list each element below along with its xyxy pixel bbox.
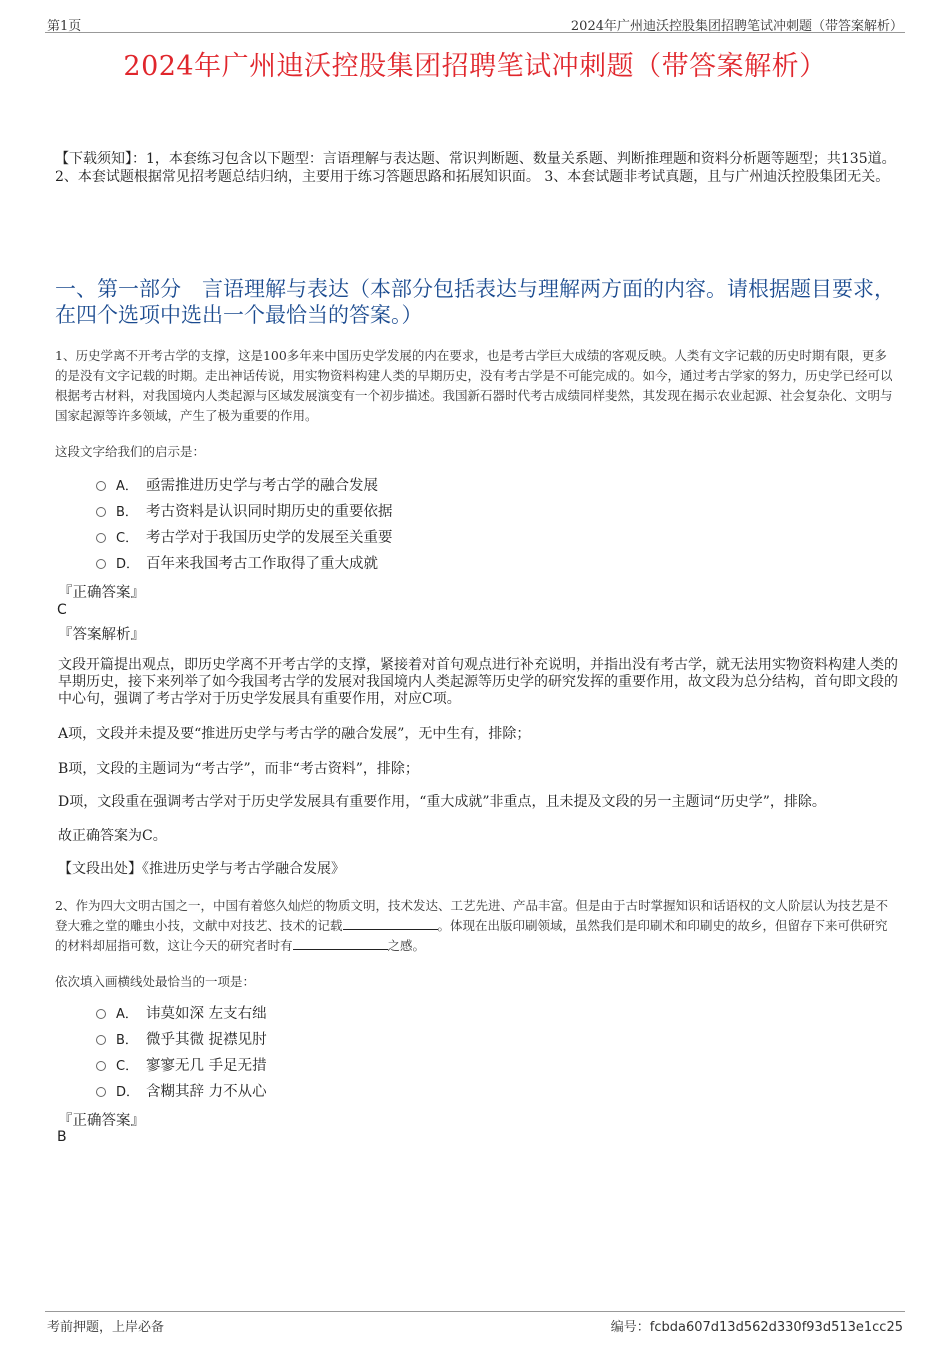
question-2-text-part-2: 。体现在出版印刷领域，虽然我们是印刷术和印刷史的故乡，但留存下来可供研究的材料却屈指可数，这让今天的研究者时有 [55, 918, 888, 953]
question-1-note-d: D项，文段重在强调考古学对于历史学发展具有重要作用，“重大成就”非重点，且未提及文段的另一主题词“历史学”，排除。 [58, 794, 826, 810]
page-number: 第1页 [47, 19, 82, 34]
option-letter: A． [116, 1007, 138, 1022]
question-2-option-b[interactable] [96, 1030, 267, 1050]
radio-icon[interactable] [96, 1087, 106, 1097]
question-1-source: 【文段出处】《推进历史学与考古学融合发展》 [58, 861, 345, 877]
option-letter: C． [116, 531, 139, 546]
question-1-option-b[interactable] [96, 502, 393, 522]
question-1-conclusion: 故正确答案为C。 [58, 828, 167, 844]
option-letter: D． [116, 557, 140, 572]
radio-icon[interactable] [96, 1035, 106, 1045]
question-2-option-d[interactable] [96, 1082, 267, 1102]
question-2-answer-label: 『正确答案』 [58, 1113, 145, 1129]
question-1-option-a[interactable] [96, 476, 378, 496]
header-doc-title: 2024年广州迪沃控股集团招聘笔试冲刺题（带答案解析） [570, 19, 903, 34]
question-1-note-a: A项，文段并未提及要“推进历史学与考古学的融合发展”，无中生有，排除； [58, 726, 531, 742]
question-2-prompt: 依次填入画横线处最恰当的一项是： [55, 974, 256, 989]
option-letter: C． [116, 1059, 139, 1074]
option-text: 微乎其微 捉襟见肘 [146, 1032, 267, 1048]
option-text: 亟需推进历史学与考古学的融合发展 [146, 478, 378, 494]
radio-icon[interactable] [96, 1009, 106, 1019]
radio-icon[interactable] [96, 1061, 106, 1071]
question-1-text: 1、历史学离不开考古学的支撑，这是100多年来中国历史学发展的内在要求，也是考古学巨大成绩的客观反映。人类有文字记载的历史时期有限，更多的是没有文字记载的时期。走出神话传说，用实物资料构建人类的早期历史，没有考古学是不可能完成的。如今，通过考古学家的努力，历史学已经可以根据考古材料，对我国境内人类起源与区域发展演变有一个初步描述。我国新石器时代考古成绩同样斐然，其发现在揭示农业起源、社会复杂化、文明与国家起源等许多领域，产生了极为重要的作用。 [55, 348, 893, 423]
question-2-answer: B [57, 1129, 67, 1145]
question-2-option-c[interactable] [96, 1056, 267, 1076]
option-text: 百年来我国考古工作取得了重大成就 [146, 556, 378, 572]
question-1-analysis-label: 『答案解析』 [58, 627, 145, 643]
option-letter: D． [116, 1085, 140, 1100]
page-footer [45, 1311, 905, 1334]
question-1-option-d[interactable] [96, 554, 378, 574]
question-1-note-b: B项，文段的主题词为“考古学”，而非“考古资料”，排除； [58, 761, 419, 777]
option-letter: B． [116, 505, 138, 520]
question-2-text-part-3: 之感。 [387, 938, 426, 953]
question-2-text [55, 896, 898, 956]
radio-icon[interactable] [96, 533, 106, 543]
question-1-option-c[interactable] [96, 528, 393, 548]
page-header [45, 12, 905, 33]
question-2-option-a[interactable] [96, 1004, 267, 1024]
question-1-analysis: 文段开篇提出观点，即历史学离不开考古学的支撑，紧接着对首句观点进行补充说明，并指出没有考古学，就无法用实物资料构建人类的早期历史，接下来列举了如今我国考古学的发展对我国境内人类起源等历史学的研究发挥的重要作用，故文段为总分结构，首句即文段的中心句，强调了考古学对于历史学发展具有重要作用，对应C项。 [58, 657, 898, 707]
fill-blank-1 [343, 917, 438, 930]
fill-blank-2 [293, 937, 388, 950]
option-text: 含糊其辞 力不从心 [146, 1084, 267, 1100]
option-text: 考古资料是认识同时期历史的重要依据 [146, 504, 393, 520]
question-1-answer: C [57, 602, 67, 618]
option-text: 考古学对于我国历史学的发展至关重要 [146, 530, 393, 546]
download-notice: 【下载须知】：1，本套练习包含以下题型：言语理解与表达题、常识判断题、数量关系题、判断推理题和资料分析题等题型；共135道。 2、本套试题根据常见招考题总结归纳，主要用于练习答题思路和拓展知识面。 3、本套试题非考试真题，且与广州迪沃控股集团无关。 [55, 151, 896, 185]
option-text: 寥寥无几 手足无措 [146, 1058, 267, 1074]
footer-doc-id: 编号：fcbda607d13d562d330f93d513e1cc25 [610, 1320, 903, 1335]
radio-icon[interactable] [96, 507, 106, 517]
document-title: 2024年广州迪沃控股集团招聘笔试冲刺题（带答案解析） [123, 51, 827, 82]
radio-icon[interactable] [96, 559, 106, 569]
radio-icon[interactable] [96, 481, 106, 491]
question-1-prompt: 这段文字给我们的启示是： [55, 444, 206, 459]
footer-slogan: 考前押题，上岸必备 [47, 1320, 165, 1335]
question-1-answer-label: 『正确答案』 [58, 585, 145, 601]
option-text: 讳莫如深 左支右绌 [146, 1006, 267, 1022]
section-title: 一、第一部分 言语理解与表达（本部分包括表达与理解两方面的内容。请根据题目要求，在四个选项中选出一个最恰当的答案。） [55, 277, 895, 327]
question-2-text-part-1: 2、作为四大文明古国之一，中国有着悠久灿烂的物质文明，技术发达、工艺先进、产品丰富。但是由于古时掌握知识和话语权的文人阶层认为技艺是不登大雅之堂的雕虫小技，文献中对技艺、技术的记载 [55, 898, 888, 933]
option-letter: B． [116, 1033, 138, 1048]
option-letter: A． [116, 479, 138, 494]
